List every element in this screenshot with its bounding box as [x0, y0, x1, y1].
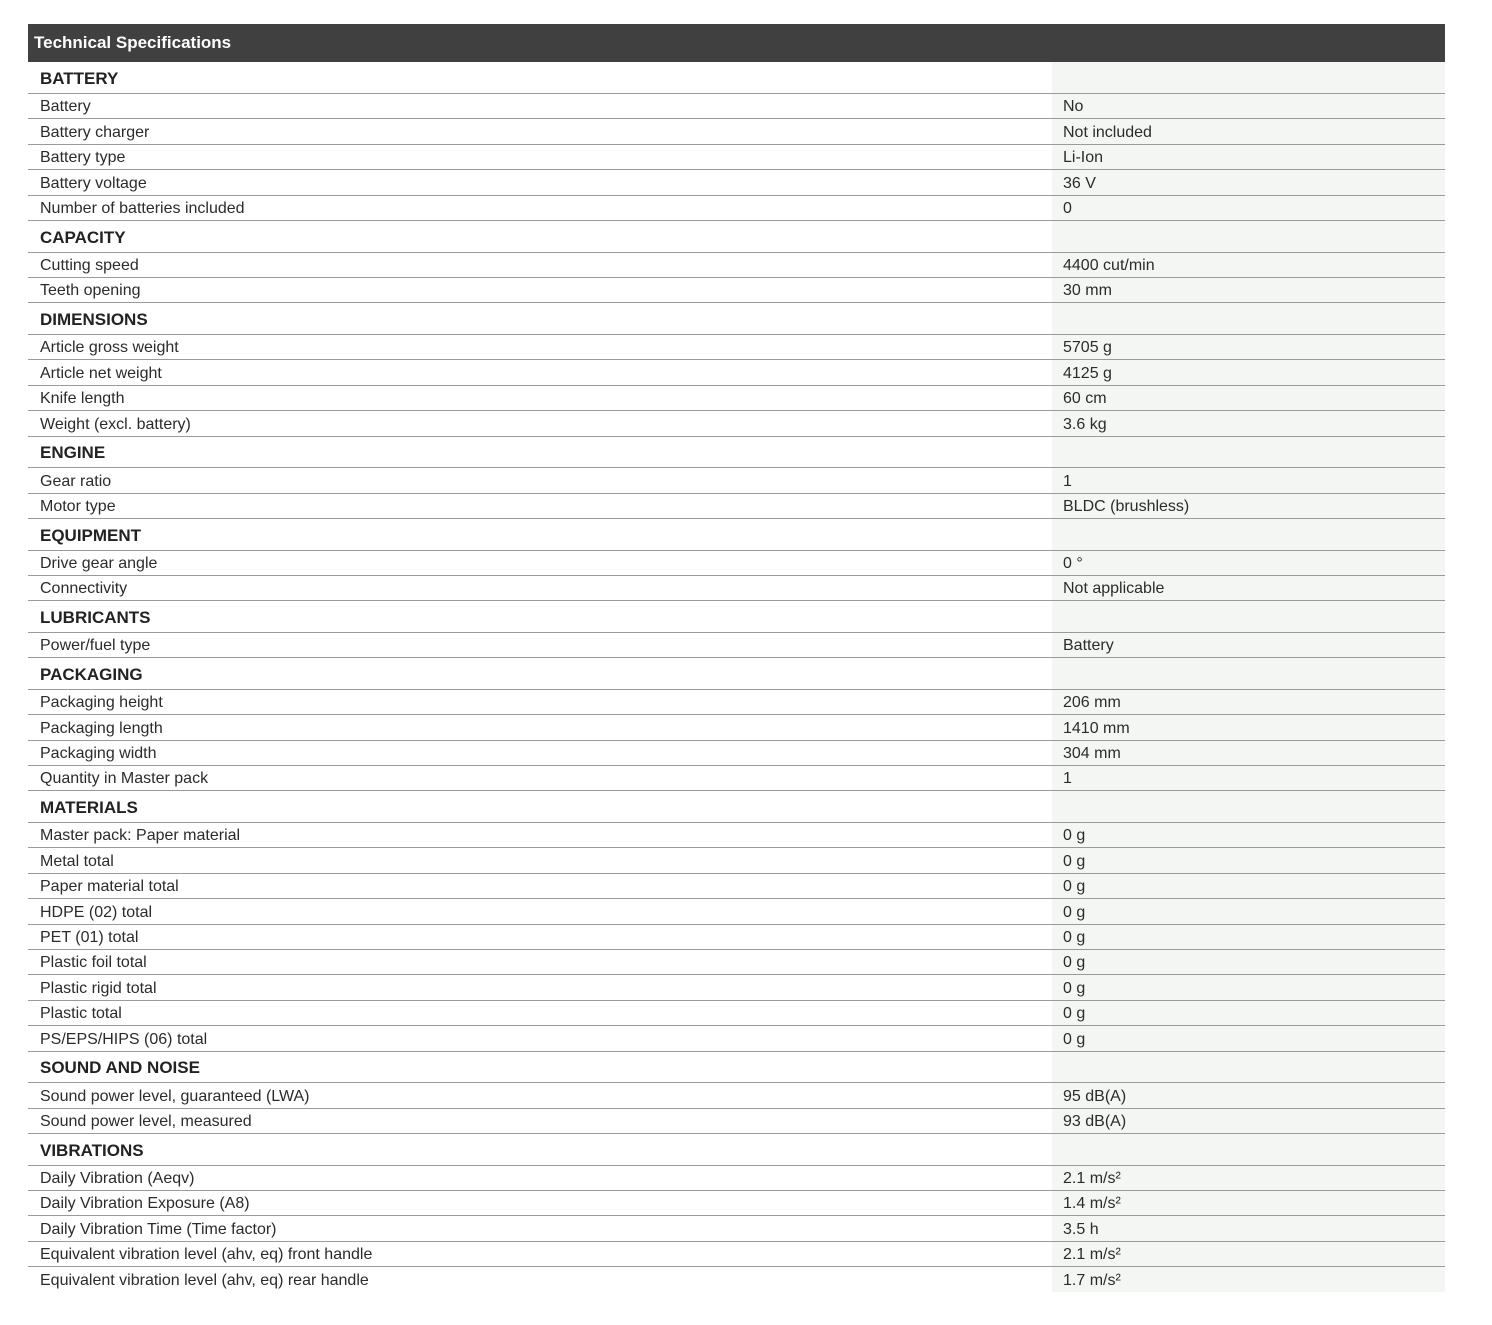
section-heading: CAPACITY [28, 221, 1052, 253]
spec-row [28, 1267, 1445, 1292]
spec-value: 3.6 kg [1052, 411, 1445, 436]
spec-value: 1 [1052, 766, 1445, 791]
spec-value: 0 g [1052, 848, 1445, 873]
section-header [28, 658, 1445, 690]
spec-value: 1410 mm [1052, 715, 1445, 740]
spec-row [28, 740, 1445, 765]
spec-label: Packaging height [28, 689, 1052, 714]
spec-value: 0 g [1052, 899, 1445, 924]
spec-value: No [1052, 94, 1445, 119]
spec-row [28, 823, 1445, 848]
spec-label: PET (01) total [28, 924, 1052, 949]
section-heading: ENGINE [28, 436, 1052, 468]
spec-row [28, 975, 1445, 1000]
spec-label: Packaging length [28, 715, 1052, 740]
spec-row [28, 899, 1445, 924]
spec-row [28, 689, 1445, 714]
spec-label: Power/fuel type [28, 632, 1052, 657]
spec-table [28, 62, 1445, 1292]
spec-value: 0 g [1052, 924, 1445, 949]
spec-row [28, 468, 1445, 493]
spec-value: 4125 g [1052, 360, 1445, 385]
spec-value: 0 g [1052, 823, 1445, 848]
section-value-cell [1052, 791, 1445, 823]
section-value-cell [1052, 601, 1445, 633]
spec-row [28, 1108, 1445, 1133]
spec-value: 1.4 m/s² [1052, 1190, 1445, 1215]
spec-value: 0 g [1052, 950, 1445, 975]
spec-label: Weight (excl. battery) [28, 411, 1052, 436]
spec-label: Quantity in Master pack [28, 766, 1052, 791]
spec-label: Plastic total [28, 1000, 1052, 1025]
spec-label: Connectivity [28, 575, 1052, 600]
spec-label: Article net weight [28, 360, 1052, 385]
spec-label: Daily Vibration Exposure (A8) [28, 1190, 1052, 1215]
spec-label: Battery type [28, 144, 1052, 169]
spec-row [28, 360, 1445, 385]
spec-value: 30 mm [1052, 278, 1445, 303]
spec-value: 1 [1052, 468, 1445, 493]
spec-label: Master pack: Paper material [28, 823, 1052, 848]
spec-row [28, 632, 1445, 657]
spec-row [28, 924, 1445, 949]
spec-label: Packaging width [28, 740, 1052, 765]
spec-row [28, 411, 1445, 436]
spec-row [28, 715, 1445, 740]
spec-value: 304 mm [1052, 740, 1445, 765]
spec-label: Cutting speed [28, 252, 1052, 277]
spec-row [28, 252, 1445, 277]
spec-row [28, 575, 1445, 600]
spec-value: 2.1 m/s² [1052, 1165, 1445, 1190]
spec-row [28, 94, 1445, 119]
spec-row [28, 550, 1445, 575]
spec-value: 2.1 m/s² [1052, 1241, 1445, 1266]
section-value-cell [1052, 303, 1445, 335]
spec-value: 0 ° [1052, 550, 1445, 575]
section-heading: EQUIPMENT [28, 518, 1052, 550]
section-heading: PACKAGING [28, 658, 1052, 690]
spec-row [28, 1165, 1445, 1190]
spec-label: Plastic foil total [28, 950, 1052, 975]
spec-value: 95 dB(A) [1052, 1083, 1445, 1108]
spec-value: 60 cm [1052, 385, 1445, 410]
spec-row [28, 1083, 1445, 1108]
spec-row [28, 1026, 1445, 1051]
section-header [28, 62, 1445, 94]
spec-row [28, 1216, 1445, 1241]
spec-row [28, 873, 1445, 898]
spec-row [28, 385, 1445, 410]
spec-label: Metal total [28, 848, 1052, 873]
section-header [28, 791, 1445, 823]
spec-row [28, 144, 1445, 169]
spec-label: PS/EPS/HIPS (06) total [28, 1026, 1052, 1051]
section-value-cell [1052, 62, 1445, 94]
section-heading: SOUND AND NOISE [28, 1051, 1052, 1083]
section-heading: LUBRICANTS [28, 601, 1052, 633]
spec-label: Battery charger [28, 119, 1052, 144]
spec-label: Sound power level, guaranteed (LWA) [28, 1083, 1052, 1108]
spec-label: Teeth opening [28, 278, 1052, 303]
section-header [28, 1051, 1445, 1083]
spec-label: Plastic rigid total [28, 975, 1052, 1000]
section-heading: BATTERY [28, 62, 1052, 94]
section-header [28, 436, 1445, 468]
spec-label: Battery voltage [28, 170, 1052, 195]
section-header [28, 1133, 1445, 1165]
spec-value: Not applicable [1052, 575, 1445, 600]
spec-value: BLDC (brushless) [1052, 493, 1445, 518]
spec-label: Equivalent vibration level (ahv, eq) front handle [28, 1241, 1052, 1266]
spec-label: Daily Vibration Time (Time factor) [28, 1216, 1052, 1241]
section-header [28, 518, 1445, 550]
section-heading: DIMENSIONS [28, 303, 1052, 335]
spec-label: Knife length [28, 385, 1052, 410]
spec-label: Article gross weight [28, 335, 1052, 360]
section-value-cell [1052, 221, 1445, 253]
spec-row [28, 278, 1445, 303]
spec-value: 4400 cut/min [1052, 252, 1445, 277]
section-value-cell [1052, 1051, 1445, 1083]
spec-label: Paper material total [28, 873, 1052, 898]
spec-row [28, 950, 1445, 975]
spec-row [28, 1190, 1445, 1215]
section-value-cell [1052, 1133, 1445, 1165]
spec-value: 5705 g [1052, 335, 1445, 360]
section-value-cell [1052, 518, 1445, 550]
spec-row [28, 119, 1445, 144]
spec-label: Drive gear angle [28, 550, 1052, 575]
spec-row [28, 848, 1445, 873]
spec-title: Technical Specifications [28, 24, 1445, 62]
section-header [28, 601, 1445, 633]
spec-value: 206 mm [1052, 689, 1445, 714]
spec-label: Gear ratio [28, 468, 1052, 493]
spec-label: Battery [28, 94, 1052, 119]
spec-value: Battery [1052, 632, 1445, 657]
spec-value: 0 g [1052, 873, 1445, 898]
spec-row [28, 1000, 1445, 1025]
spec-value: Not included [1052, 119, 1445, 144]
section-heading: MATERIALS [28, 791, 1052, 823]
spec-label: Sound power level, measured [28, 1108, 1052, 1133]
spec-row [28, 766, 1445, 791]
section-heading: VIBRATIONS [28, 1133, 1052, 1165]
spec-label: Daily Vibration (Aeqv) [28, 1165, 1052, 1190]
spec-value: 36 V [1052, 170, 1445, 195]
section-value-cell [1052, 436, 1445, 468]
spec-label: HDPE (02) total [28, 899, 1052, 924]
spec-row [28, 170, 1445, 195]
spec-label: Number of batteries included [28, 195, 1052, 220]
spec-value: 0 [1052, 195, 1445, 220]
section-header [28, 303, 1445, 335]
spec-row [28, 195, 1445, 220]
spec-value: 1.7 m/s² [1052, 1267, 1445, 1292]
spec-value: 0 g [1052, 975, 1445, 1000]
spec-row [28, 1241, 1445, 1266]
spec-value: Li-Ion [1052, 144, 1445, 169]
spec-table-body [28, 62, 1445, 1292]
spec-label: Motor type [28, 493, 1052, 518]
spec-value: 0 g [1052, 1000, 1445, 1025]
spec-label: Equivalent vibration level (ahv, eq) rear handle [40, 1272, 369, 1289]
section-header [28, 221, 1445, 253]
spec-value: 3.5 h [1052, 1216, 1445, 1241]
section-value-cell [1052, 658, 1445, 690]
spec-row [28, 493, 1445, 518]
spec-row [28, 335, 1445, 360]
spec-value: 93 dB(A) [1052, 1108, 1445, 1133]
spec-value: 0 g [1052, 1026, 1445, 1051]
spec-sheet [28, 24, 1445, 1292]
